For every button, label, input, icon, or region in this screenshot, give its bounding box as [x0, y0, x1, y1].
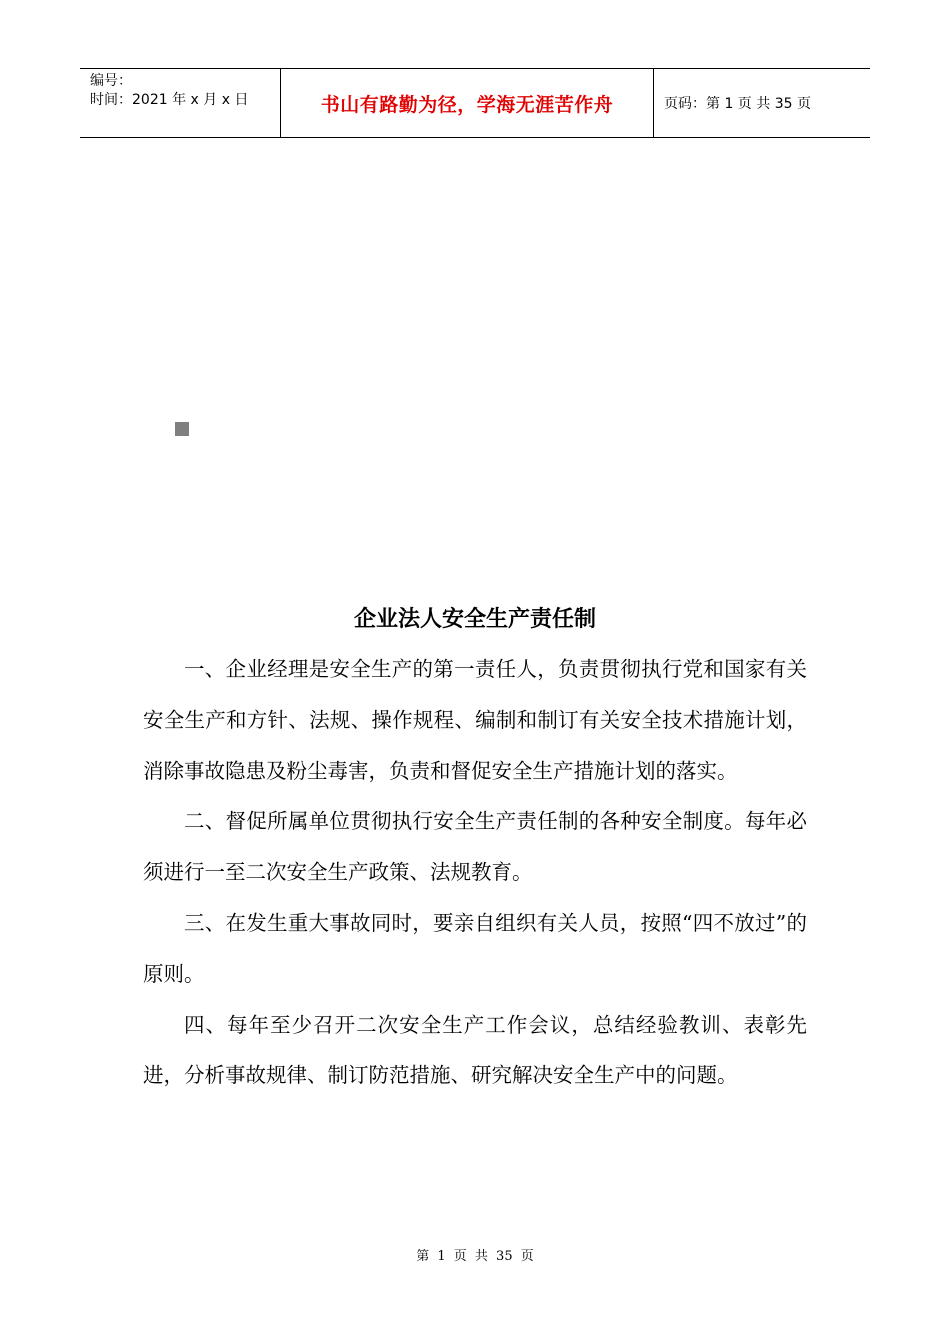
document-header: [80, 68, 870, 138]
header-page-cell: [654, 69, 870, 137]
document-body: [143, 644, 807, 1101]
paragraph-3: 三、在发生重大事故同时，要亲自组织有关人员，按照“四不放过”的原则。: [143, 910, 807, 986]
motto-text: 书山有路勤为径，学海无涯苦作舟: [320, 93, 614, 116]
header-meta-cell: [80, 69, 281, 137]
document-title: 企业法人安全生产责任制: [353, 606, 596, 632]
page-footer: 第 1 页 共 35 页: [416, 1249, 534, 1264]
paragraph-4: 四、每年至少召开二次安全生产工作会议，总结经验教训、表彰先进，分析事故规律、制订防范措施、研究解决安全生产中的问题。: [143, 1012, 807, 1088]
paragraph-2: 二、督促所属单位贯彻执行安全生产责任制的各种安全制度。每年必须进行一至二次安全生产政策、法规教育。: [143, 809, 807, 885]
code-label: 编号：: [90, 73, 132, 89]
time-label: 时间：2021 年 x 月 x 日: [90, 92, 249, 108]
paragraph-1: 一、企业经理是安全生产的第一责任人，负责贯彻执行党和国家有关安全生产和方针、法规、操作规程、编制和制订有关安全技术措施计划，消除事故隐患及粉尘毒害，负责和督促安全生产措施计划的落实。: [143, 657, 807, 783]
square-bullet-icon: [175, 422, 189, 436]
page-info: 页码：第 1 页 共 35 页: [664, 96, 811, 112]
header-motto-cell: [281, 69, 654, 137]
